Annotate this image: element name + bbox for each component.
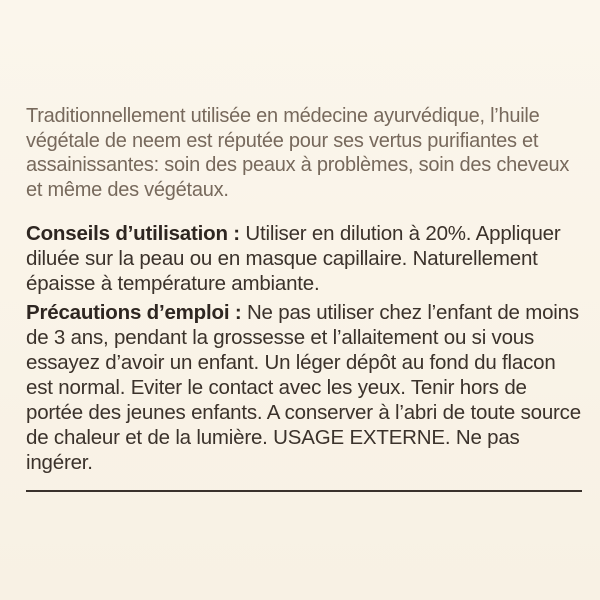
usage-text: Utiliser en dilution à 20%. Appliquer diluée sur la peau ou en masque capillaire. Naturellement épaisse à température ambiante. [26,222,561,295]
usage-section [26,221,586,296]
product-description: Traditionnellement utilisée en médecine ayurvédique, l’huile végétale de neem est réputée pour ses vertus purifiantes et assainissantes: soin des peaux à problèmes, soin des cheveux et même des végétaux. [26,105,570,201]
precautions-text: Ne pas utiliser chez l’enfant de moins de 3 ans, pendant la grossesse et l’allaitement ou si vous essayez d’avoir un enfant. Un léger dépôt au fond du flacon est normal. Eviter le contact avec les yeux. Tenir hors de portée des jeunes enfants. A conserver à l’abri de toute source de chaleur et de la lumière. USAGE EXTERNE. Ne pas ingérer. [26,301,581,474]
precautions-heading: Précautions d’emploi : [26,301,242,324]
usage-heading: Conseils d’utilisation : [26,222,240,245]
precautions-section [26,300,586,475]
divider-line [26,490,582,492]
